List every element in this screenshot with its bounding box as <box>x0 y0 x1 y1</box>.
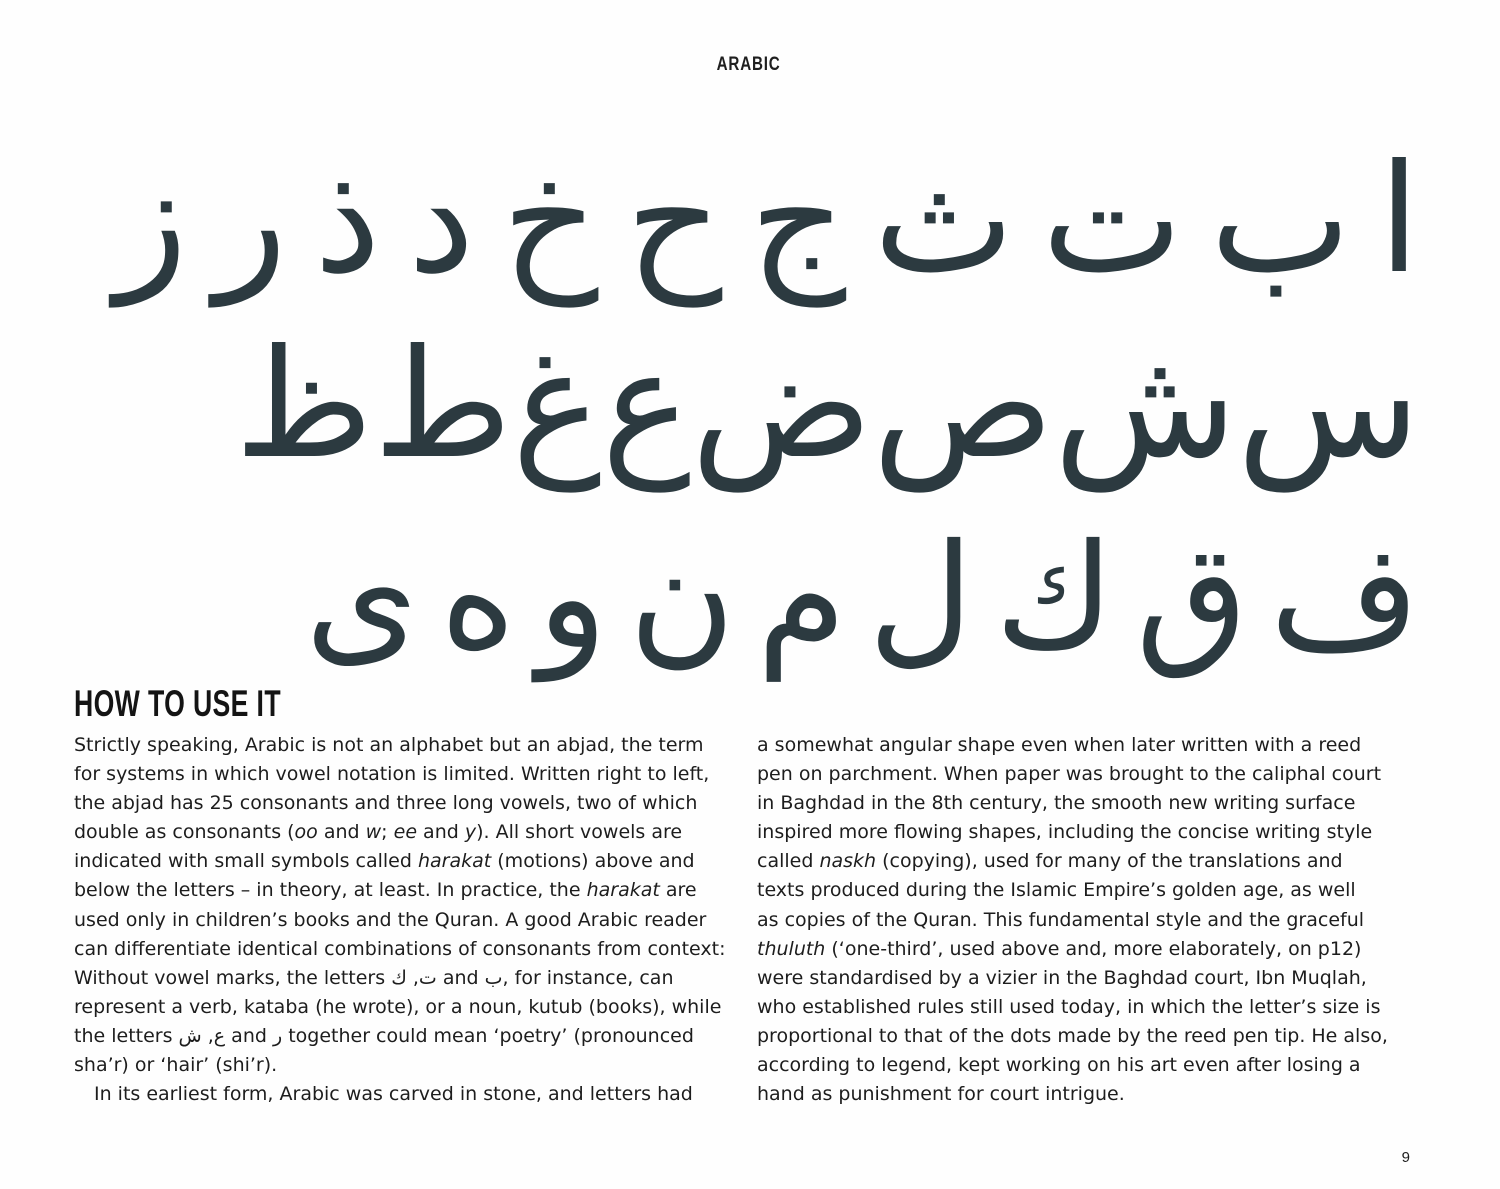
letter-sin: س <box>1236 318 1420 492</box>
text-run: ). All short vowels are <box>476 821 683 844</box>
text-line: a somewhat angular shape even when later written with a reed <box>757 734 1362 756</box>
letter-tah: ط <box>373 318 513 492</box>
letter-sad: ص <box>872 318 1054 492</box>
letter-ba: ب <box>1209 133 1352 307</box>
body-column-right <box>757 731 1417 1109</box>
text-run: (motions) above and <box>491 850 695 873</box>
letter-zah: ظ <box>234 318 374 492</box>
letter-kaf: ك <box>994 513 1115 682</box>
text-run: below the letters – in theory, at least. In practice, the <box>74 879 587 902</box>
letter-fa: ف <box>1269 513 1420 682</box>
body-column-left <box>74 731 724 1109</box>
text-line <box>757 847 1417 876</box>
text-line: pen on parchment. When paper was brought to the caliphal court <box>757 763 1382 786</box>
letter-dad: ض <box>691 318 873 492</box>
italic-term: harakat <box>417 850 492 873</box>
section-title: HOW TO USE IT <box>74 683 281 724</box>
text-line: the letters ع, ش and ر together could mean ‘poetry’ (pronounced <box>74 1024 694 1047</box>
letter-kha: خ <box>501 133 599 307</box>
letter-jim: ج <box>749 133 847 307</box>
calligraphy-row-1 <box>115 95 1420 307</box>
text-line: were standardised by a vizier in the Baghdad court, Ibn Muqlah, <box>757 966 1367 989</box>
text-line: as copies of the Quran. This fundamental style and the graceful <box>757 908 1365 931</box>
text-run: (copying), used for many of the translations and <box>876 850 1343 873</box>
letter-ha: ح <box>625 133 723 307</box>
letter-nun: ن <box>628 513 736 682</box>
letter-heh: ه <box>439 513 516 682</box>
text-line: Without vowel marks, the letters ت, ك and ب, for instance, can <box>74 966 674 989</box>
letter-ta: ت <box>1041 133 1183 307</box>
letter-shin: ش <box>1053 318 1237 492</box>
text-line <box>74 818 724 847</box>
italic-term: y <box>464 821 477 844</box>
letter-ayn: ع <box>601 318 692 492</box>
text-line: texts produced during the Islamic Empire’s golden age, as well <box>757 879 1356 902</box>
letter-ya: ى <box>305 513 419 682</box>
text-run: and <box>417 821 465 844</box>
letter-dhal: ذ <box>314 133 381 307</box>
italic-term: thuluth <box>757 937 826 960</box>
italic-term: w <box>365 821 382 844</box>
text-run: are <box>659 879 697 902</box>
running-head: ARABIC <box>716 54 781 75</box>
text-line: proportional to that of the dots made by the reed pen tip. He also, <box>757 1024 1388 1047</box>
italic-term: naskh <box>819 850 877 873</box>
text-line: represent a verb, kataba (he wrote), or a noun, kutub (books), while <box>74 995 722 1018</box>
text-run: indicated with small symbols called <box>74 850 418 873</box>
text-run: called <box>757 850 820 873</box>
page-number: 9 <box>1401 1149 1410 1166</box>
letter-dal: د <box>407 133 475 307</box>
italic-term: harakat <box>586 879 660 902</box>
text-line: according to legend, kept working on his art even after losing a <box>757 1054 1361 1077</box>
calligraphy-row-3 <box>305 505 1420 682</box>
text-line: hand as punishment for court intrigue. <box>757 1083 1125 1106</box>
letter-ghayn: غ <box>512 318 602 492</box>
text-line: who established rules still used today, in which the letter’s size is <box>757 995 1381 1018</box>
text-run: and <box>317 821 366 844</box>
letter-alif: ا <box>1378 133 1420 307</box>
text-line: used only in children’s books and the Quran. A good Arabic reader <box>74 908 707 931</box>
text-line <box>757 935 1417 964</box>
text-line: the abjad has 25 consonants and three long vowels, two of which <box>74 792 698 815</box>
letter-waw: و <box>537 513 608 682</box>
text-line: inspired more flowing shapes, including the concise writing style <box>757 821 1373 844</box>
text-line: for systems in which vowel notation is limited. Written right to left, <box>74 763 710 786</box>
text-line: can differentiate identical combinations of consonants from context: <box>74 937 726 960</box>
text-line: In its earliest form, Arabic was carved in stone, and letters had <box>94 1083 693 1106</box>
text-line <box>74 847 724 876</box>
italic-term: oo <box>294 821 318 844</box>
text-line <box>74 876 724 905</box>
letter-tha: ث <box>873 133 1015 307</box>
text-run: double as consonants ( <box>74 821 295 844</box>
text-line: Strictly speaking, Arabic is not an alphabet but an abjad, the term <box>74 734 704 756</box>
letter-qaf: ق <box>1135 513 1249 682</box>
calligraphy-row-2 <box>234 290 1420 492</box>
italic-term: ee <box>393 821 418 844</box>
text-run: ; <box>381 821 394 844</box>
letter-ra: ر <box>214 133 287 307</box>
letter-mim: م <box>756 513 847 682</box>
letter-lam: ل <box>867 513 974 682</box>
text-line: sha’r) or ‘hair’ (shi’r). <box>74 1054 278 1077</box>
letter-zay: ز <box>115 133 188 307</box>
text-run: (‘one-third’, used above and, more elaborately, on p12) <box>825 937 1362 960</box>
text-line: in Baghdad in the 8th century, the smooth new writing surface <box>757 792 1356 815</box>
